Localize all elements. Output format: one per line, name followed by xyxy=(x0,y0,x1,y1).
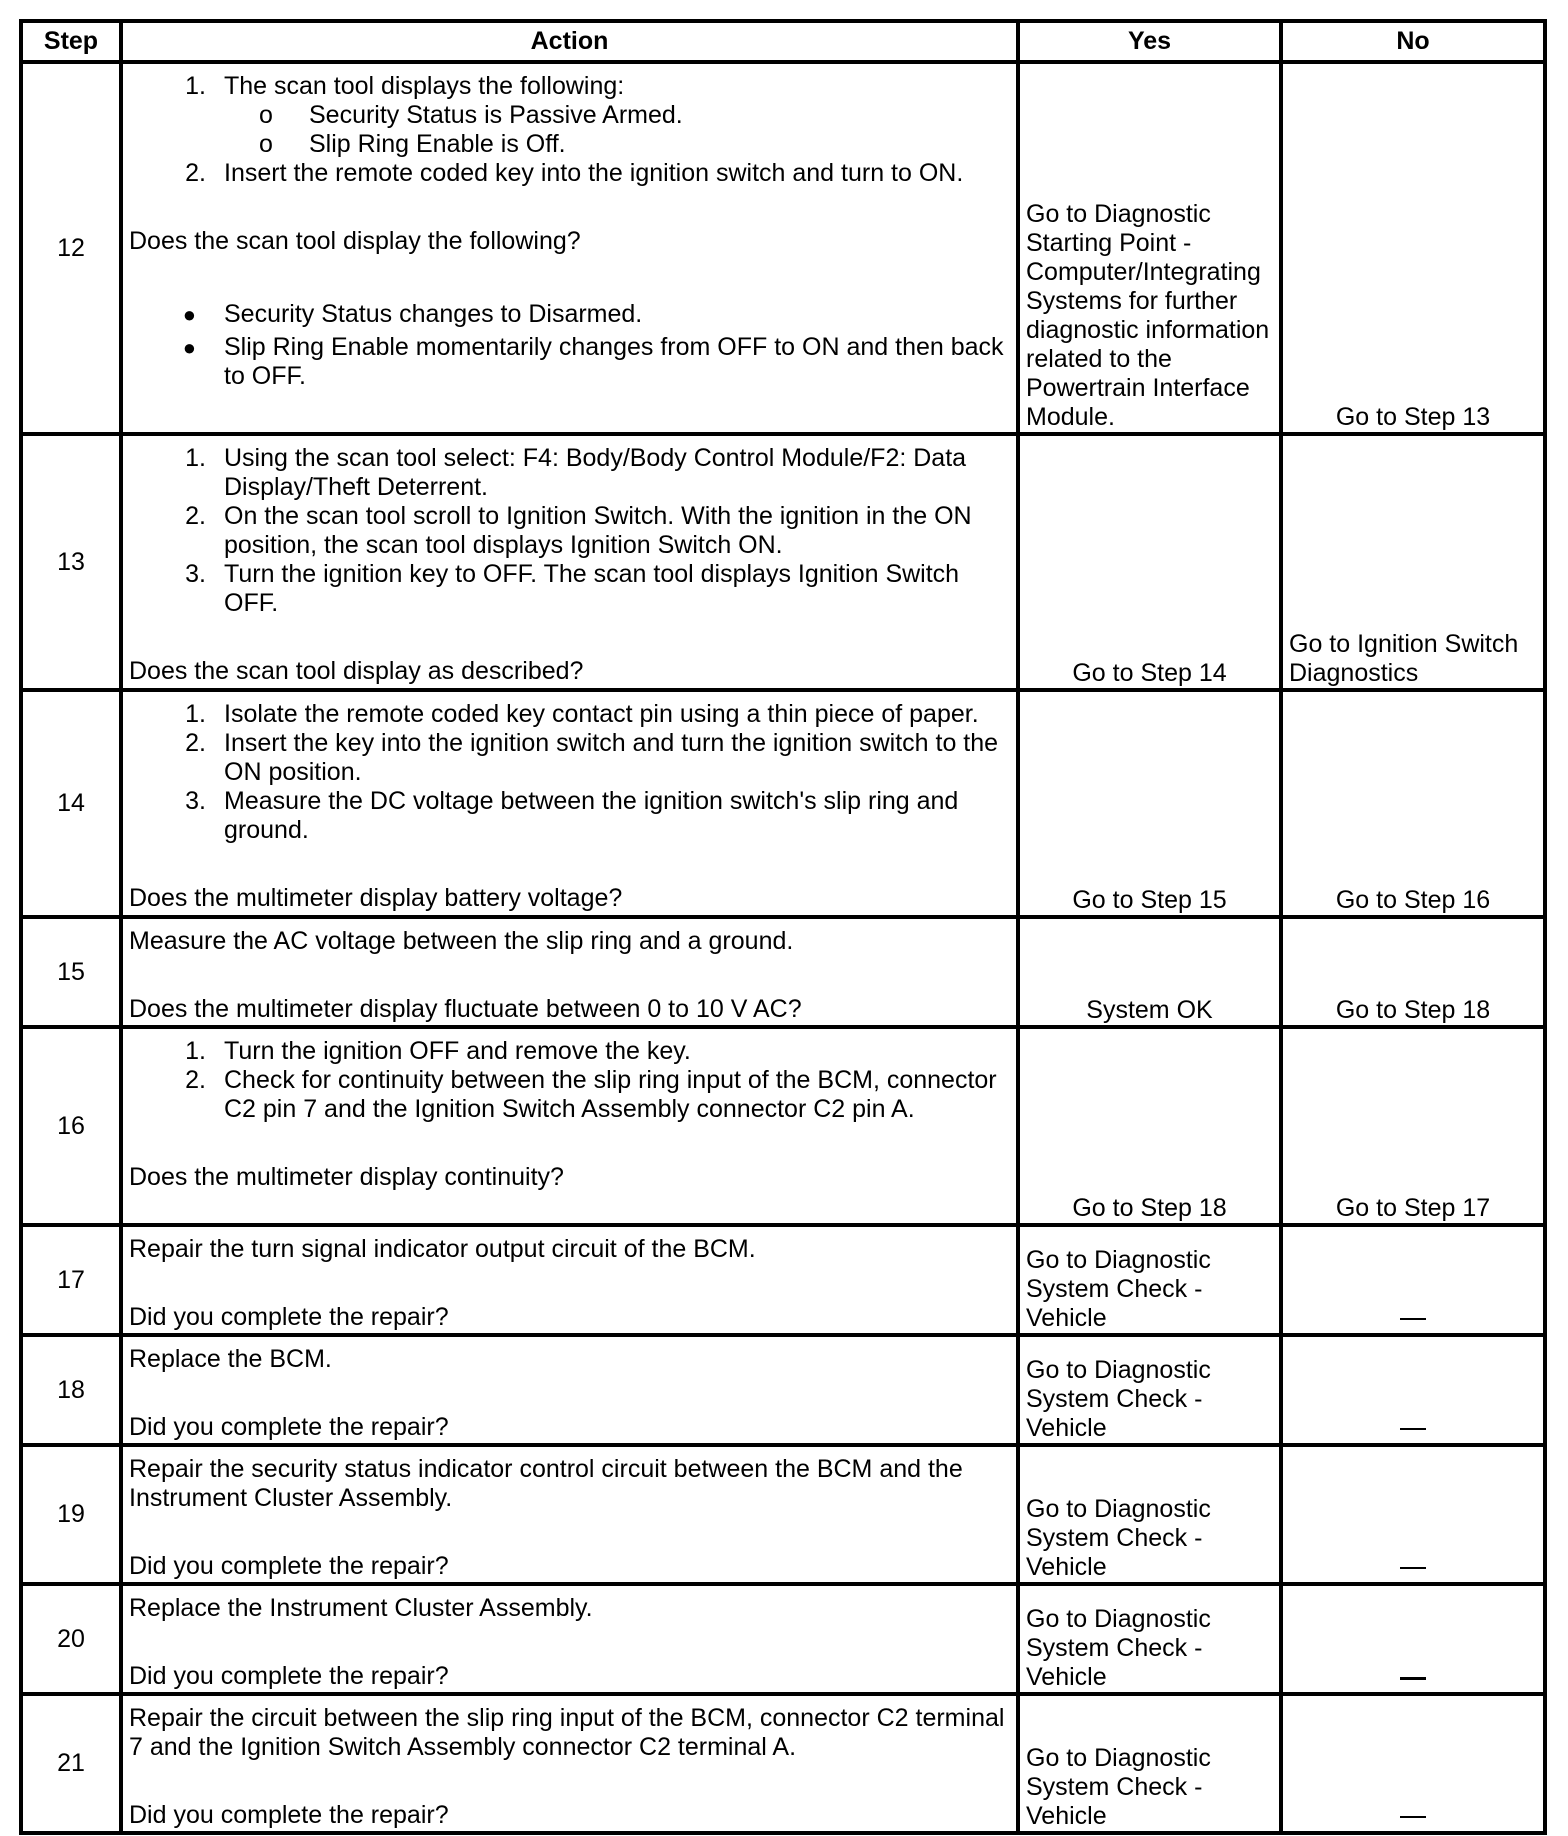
list-item: 3. Turn the ignition key to OFF. The scan tool displays Ignition Switch OFF. xyxy=(185,560,960,617)
action-cell xyxy=(121,1225,1018,1335)
no-cell xyxy=(1281,1335,1545,1445)
no-cell: Go to Step 17 xyxy=(1281,1027,1545,1225)
table-row xyxy=(21,1694,1545,1833)
dash-mark xyxy=(1400,1318,1426,1320)
action-text: Repair the circuit between the slip ring input of the BCM, connector C2 terminal 7 and the Ignition Switch Assembly connector C2 terminal A. xyxy=(129,1704,1005,1761)
table-row xyxy=(21,62,1545,434)
question-text: Did you complete the repair? xyxy=(129,1662,449,1690)
step-number: 13 xyxy=(21,434,121,690)
step-number: 19 xyxy=(21,1445,121,1584)
list-item: 1. Isolate the remote coded key contact pin using a thin piece of paper. xyxy=(185,700,979,728)
action-cell xyxy=(121,62,1018,434)
step-number: 16 xyxy=(21,1027,121,1225)
header-yes: Yes xyxy=(1018,21,1281,62)
question-text: Does the multimeter display continuity? xyxy=(129,1163,564,1191)
no-cell xyxy=(1281,1584,1545,1694)
step-number: 20 xyxy=(21,1584,121,1694)
no-cell xyxy=(1281,1225,1545,1335)
list-item: ● Slip Ring Enable momentarily changes from OFF to ON and then back to OFF. xyxy=(182,333,1004,390)
yes-cell: System OK xyxy=(1018,917,1281,1027)
dash-mark xyxy=(1400,1428,1426,1430)
table-row xyxy=(21,1225,1545,1335)
no-cell xyxy=(1281,1445,1545,1584)
dash-mark xyxy=(1400,1567,1426,1569)
action-text: Measure the AC voltage between the slip ring and a ground. xyxy=(129,927,794,955)
no-cell: Go to Step 13 xyxy=(1281,62,1545,434)
list-item: 1. The scan tool displays the following: xyxy=(185,72,625,100)
list-item: 2. Check for continuity between the slip ring input of the BCM, connector C2 pin 7 and the Ignition Switch Assembly connector C2 pin A. xyxy=(185,1066,997,1123)
list-item: 2. Insert the key into the ignition switch and turn the ignition switch to the ON position. xyxy=(185,729,999,786)
question-text: Does the multimeter display battery voltage? xyxy=(129,884,623,912)
question-text: Does the multimeter display fluctuate between 0 to 10 V AC? xyxy=(129,995,802,1023)
action-text: Repair the turn signal indicator output circuit of the BCM. xyxy=(129,1235,756,1263)
table-row xyxy=(21,1335,1545,1445)
step-number: 18 xyxy=(21,1335,121,1445)
no-cell: Go to Ignition Switch Diagnostics xyxy=(1281,434,1545,690)
action-cell xyxy=(121,917,1018,1027)
header-no: No xyxy=(1281,21,1545,62)
no-cell: Go to Step 16 xyxy=(1281,690,1545,917)
list-item: 1. Using the scan tool select: F4: Body/Body Control Module/F2: Data Display/Theft Deterrent. xyxy=(185,444,967,501)
table-row xyxy=(21,690,1545,917)
step-number: 15 xyxy=(21,917,121,1027)
header-action: Action xyxy=(121,21,1018,62)
list-item: 2. Insert the remote coded key into the ignition switch and turn to ON. xyxy=(185,159,964,187)
action-cell xyxy=(121,1335,1018,1445)
step-number: 14 xyxy=(21,690,121,917)
table-row xyxy=(21,917,1545,1027)
yes-cell: Go to Diagnostic System Check - Vehicle xyxy=(1018,1335,1281,1445)
step-number: 21 xyxy=(21,1694,121,1833)
yes-cell: Go to Diagnostic System Check - Vehicle xyxy=(1018,1584,1281,1694)
list-item: o Security Status is Passive Armed. xyxy=(259,101,683,129)
yes-cell: Go to Step 18 xyxy=(1018,1027,1281,1225)
dash-mark xyxy=(1400,1677,1426,1680)
action-text: Replace the Instrument Cluster Assembly. xyxy=(129,1594,593,1622)
list-item: ● Security Status changes to Disarmed. xyxy=(182,300,643,328)
no-cell: Go to Step 18 xyxy=(1281,917,1545,1027)
list-item: 2. On the scan tool scroll to Ignition Switch. With the ignition in the ON position, the scan tool displays Ignition Switch ON. xyxy=(185,502,972,559)
question-text: Did you complete the repair? xyxy=(129,1552,449,1580)
table-row xyxy=(21,434,1545,690)
action-cell xyxy=(121,1584,1018,1694)
action-cell xyxy=(121,434,1018,690)
yes-cell: Go to Diagnostic System Check - Vehicle xyxy=(1018,1225,1281,1335)
action-cell xyxy=(121,690,1018,917)
action-text: Replace the BCM. xyxy=(129,1345,332,1373)
question-text: Does the scan tool display as described? xyxy=(129,657,584,685)
question-text: Does the scan tool display the following? xyxy=(129,227,581,255)
yes-cell: Go to Diagnostic Starting Point - Computer/Integrating Systems for further diagnostic information related to the Powertrain Interface Module. xyxy=(1018,62,1281,434)
question-text: Did you complete the repair? xyxy=(129,1801,449,1829)
table-row xyxy=(21,1027,1545,1225)
no-cell xyxy=(1281,1694,1545,1833)
dash-mark xyxy=(1400,1816,1426,1818)
list-item: 1. Turn the ignition OFF and remove the key. xyxy=(185,1037,691,1065)
header-step: Step xyxy=(21,21,121,62)
yes-cell: Go to Diagnostic System Check - Vehicle xyxy=(1018,1694,1281,1833)
action-cell xyxy=(121,1694,1018,1833)
yes-cell: Go to Step 14 xyxy=(1018,434,1281,690)
yes-cell: Go to Diagnostic System Check - Vehicle xyxy=(1018,1445,1281,1584)
step-number: 12 xyxy=(21,62,121,434)
action-text: Repair the security status indicator control circuit between the BCM and the Instrument Cluster Assembly. xyxy=(129,1455,963,1512)
table-row xyxy=(21,1445,1545,1584)
table-row xyxy=(21,1584,1545,1694)
action-cell xyxy=(121,1027,1018,1225)
question-text: Did you complete the repair? xyxy=(129,1303,449,1331)
diagnostic-table xyxy=(19,19,1547,1835)
list-item: o Slip Ring Enable is Off. xyxy=(259,130,566,158)
yes-cell: Go to Step 15 xyxy=(1018,690,1281,917)
action-cell xyxy=(121,1445,1018,1584)
step-number: 17 xyxy=(21,1225,121,1335)
header-row xyxy=(21,21,1545,62)
list-item: 3. Measure the DC voltage between the ignition switch's slip ring and ground. xyxy=(185,787,959,844)
question-text: Did you complete the repair? xyxy=(129,1413,449,1441)
